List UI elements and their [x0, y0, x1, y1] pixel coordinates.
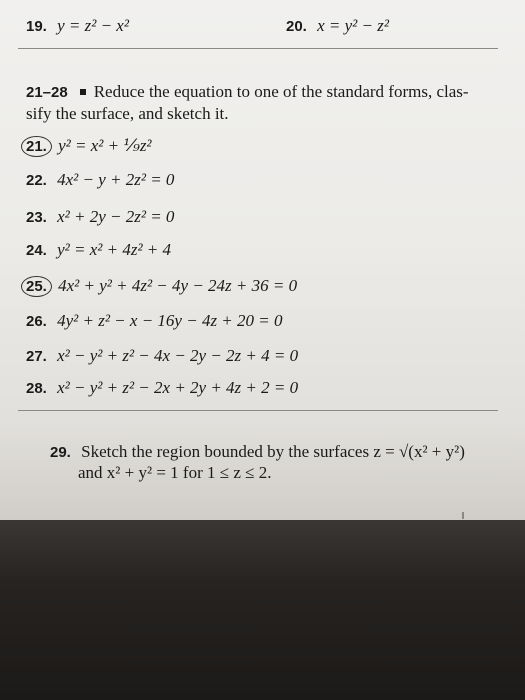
section-header [26, 82, 469, 102]
section-range: 21–28 [26, 84, 68, 101]
problem-equation: x² + 2y − 2z² = 0 [57, 207, 175, 226]
problem-number: 29. [50, 444, 71, 461]
problem-25 [26, 276, 297, 297]
problem-22 [26, 170, 174, 190]
problem-equation: 4x² + y² + 4z² − 4y − 24z + 36 = 0 [58, 276, 298, 295]
problem-number: 28. [26, 380, 47, 397]
problem-number-circled: 21. [21, 136, 52, 157]
problem-19 [26, 16, 129, 36]
problem-29 [50, 442, 465, 462]
problem-number: 26. [26, 313, 47, 330]
section-instruction-line1: Reduce the equation to one of the standard forms, clas- [93, 82, 469, 101]
problem-equation: y = z² − x² [57, 16, 129, 35]
problem-equation: x = y² − z² [317, 16, 389, 35]
problem-20 [286, 16, 389, 36]
section-instruction-line2: sify the surface, and sketch it. [26, 104, 229, 123]
problem-equation: 4x² − y + 2z² = 0 [57, 170, 175, 189]
problem-equation: x² − y² + z² − 2x + 2y + 4z + 2 = 0 [57, 378, 299, 397]
problem-number: 24. [26, 242, 47, 259]
divider-top [18, 48, 498, 49]
problem-29-line2: and x² + y² = 1 for 1 ≤ z ≤ 2. [78, 463, 272, 482]
problem-number: 20. [286, 18, 307, 35]
problem-equation: y² = x² + 4z² + 4 [57, 240, 172, 259]
problem-number: 19. [26, 18, 47, 35]
problem-number: 27. [26, 348, 47, 365]
desk-shadow [0, 520, 525, 700]
problem-number: 22. [26, 172, 47, 189]
problem-23 [26, 207, 174, 227]
problem-21 [26, 136, 152, 157]
problem-27 [26, 346, 298, 366]
problem-26 [26, 311, 283, 331]
problem-29-line1: Sketch the region bounded by the surfaces z = √(x² + y²) [81, 442, 465, 461]
problem-28 [26, 378, 298, 398]
problem-equation: x² − y² + z² − 4x − 2y − 2z + 4 = 0 [57, 346, 299, 365]
problem-equation: 4y² + z² − x − 16y − 4z + 20 = 0 [57, 311, 283, 330]
bullet-icon [80, 89, 86, 95]
divider-bottom [18, 410, 498, 411]
pencil-mark [462, 512, 464, 519]
problem-24 [26, 240, 171, 260]
problem-equation: y² = x² + ⅑z² [58, 136, 152, 155]
problem-number: 23. [26, 209, 47, 226]
problem-number-circled: 25. [21, 276, 52, 297]
